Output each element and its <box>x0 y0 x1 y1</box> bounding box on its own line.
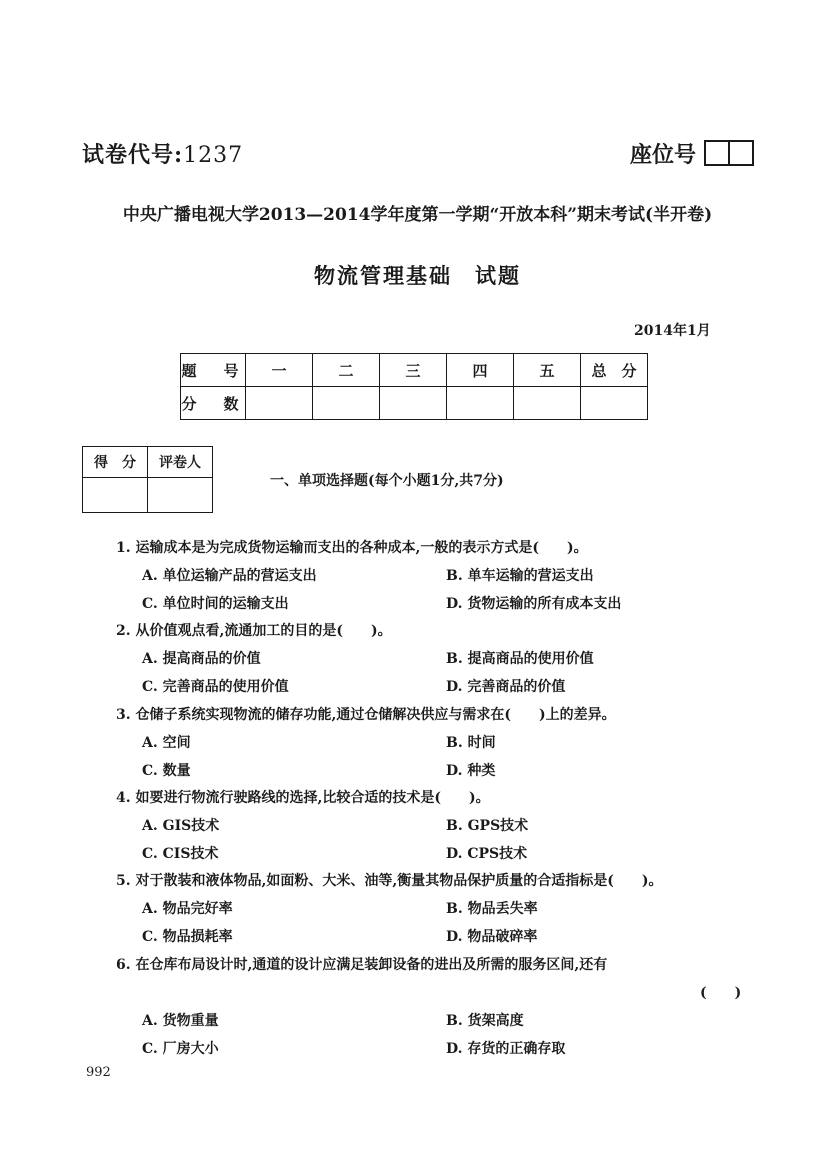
option-a: A. GIS技术 <box>142 818 220 834</box>
option-a: A. 空间 <box>142 735 191 751</box>
exam-title: 中央广播电视大学2013—2014学年度第一学期“开放本科”期末考试(半开卷) <box>122 205 713 225</box>
option-a: A. 物品完好率 <box>142 901 233 917</box>
seat-number-boxes[interactable] <box>706 140 754 166</box>
option-d: D. 种类 <box>446 763 496 779</box>
score-table-header-row <box>181 354 648 387</box>
score-cell[interactable] <box>380 387 447 420</box>
score-table <box>180 353 648 420</box>
question-stem: 6. 在仓库布局设计时,通道的设计应满足装卸设备的进出及所需的服务区间,还有 <box>116 957 608 973</box>
score-table-score-row <box>181 387 648 420</box>
question-stem: 5. 对于散装和液体物品,如面粉、大米、油等,衡量其物品保护质量的合适指标是( )。 <box>116 873 663 889</box>
seat-box[interactable] <box>704 140 730 166</box>
option-c: C. 物品损耗率 <box>142 929 233 945</box>
option-c: C. 完善商品的使用价值 <box>142 679 289 695</box>
subject-title: 物流管理基础 试题 <box>314 263 521 288</box>
score-cell[interactable] <box>246 387 313 420</box>
grader-header-score: 得 分 <box>83 447 148 478</box>
column-header: 一 <box>246 354 313 387</box>
grader-score-cell[interactable] <box>83 478 148 513</box>
grader-header-reviewer: 评卷人 <box>148 447 213 478</box>
option-d: D. 存货的正确存取 <box>446 1041 566 1057</box>
question-stem: 1. 运输成本是为完成货物运输而支出的各种成本,一般的表示方式是( )。 <box>116 540 588 556</box>
column-header: 三 <box>380 354 447 387</box>
option-d: D. 货物运输的所有成本支出 <box>446 596 622 612</box>
option-b: B. 时间 <box>446 735 496 751</box>
option-c: C. 厂房大小 <box>142 1041 219 1057</box>
score-cell[interactable] <box>313 387 380 420</box>
seat-box[interactable] <box>728 140 754 166</box>
option-c: C. CIS技术 <box>142 846 219 862</box>
option-a: A. 货物重量 <box>142 1013 219 1029</box>
option-c: C. 单位时间的运输支出 <box>142 596 289 612</box>
score-cell[interactable] <box>447 387 514 420</box>
option-b: B. 货架高度 <box>446 1013 524 1029</box>
answer-blank: ( ) <box>700 985 742 1001</box>
column-header: 四 <box>447 354 514 387</box>
row-header: 分 数 <box>181 387 246 420</box>
paper-code: 试卷代号:1237 <box>82 142 244 168</box>
score-cell[interactable] <box>581 387 648 420</box>
column-header: 二 <box>313 354 380 387</box>
option-b: B. 单车运输的营运支出 <box>446 568 594 584</box>
option-b: B. 物品丢失率 <box>446 901 538 917</box>
option-b: B. 提高商品的使用价值 <box>446 651 594 667</box>
column-header: 总 分 <box>581 354 648 387</box>
question-stem: 3. 仓储子系统实现物流的储存功能,通过仓储解决供应与需求在( )上的差异。 <box>116 707 616 723</box>
grader-table <box>82 446 213 513</box>
option-c: C. 数量 <box>142 763 191 779</box>
option-a: A. 单位运输产品的营运支出 <box>142 568 317 584</box>
option-a: A. 提高商品的价值 <box>142 651 261 667</box>
option-d: D. 完善商品的价值 <box>446 679 566 695</box>
row-header: 题 号 <box>181 354 246 387</box>
question-stem: 4. 如要进行物流行驶路线的选择,比较合适的技术是( )。 <box>116 790 490 806</box>
option-b: B. GPS技术 <box>446 818 529 834</box>
exam-date: 2014年1月 <box>634 323 711 339</box>
score-cell[interactable] <box>514 387 581 420</box>
grader-reviewer-cell[interactable] <box>148 478 213 513</box>
section-heading: 一、单项选择题(每个小题1分,共7分) <box>270 473 504 489</box>
option-d: D. CPS技术 <box>446 846 528 862</box>
question-stem: 2. 从价值观点看,流通加工的目的是( )。 <box>116 623 392 639</box>
paper-code-value: 1237 <box>183 143 244 168</box>
seat-number-label: 座位号 <box>630 142 697 168</box>
paper-code-label: 试卷代号 <box>82 142 175 168</box>
option-d: D. 物品破碎率 <box>446 929 538 945</box>
column-header: 五 <box>514 354 581 387</box>
page-number: 992 <box>86 1065 111 1080</box>
